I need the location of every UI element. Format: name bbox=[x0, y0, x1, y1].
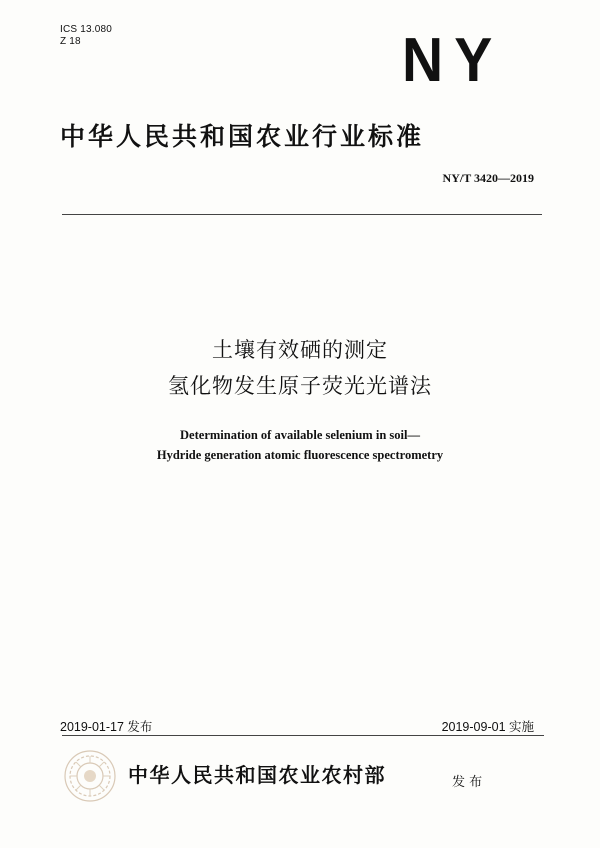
classification-codes bbox=[60, 24, 112, 48]
implementation-date: 2019-09-01 实施 bbox=[441, 720, 534, 734]
seal-icon bbox=[62, 748, 118, 804]
publish-label: 发 布 bbox=[452, 775, 483, 790]
bottom-divider bbox=[62, 735, 544, 736]
top-divider bbox=[62, 214, 542, 215]
chinese-title-line-2: 氢化物发生原子荧光光谱法 bbox=[168, 374, 432, 398]
ny-code-logo: NY bbox=[402, 26, 504, 95]
standard-category-title: 中华人民共和国农业行业标准 bbox=[60, 122, 425, 151]
english-title-line-2: Hydride generation atomic fluorescence spectrometry bbox=[156, 448, 444, 462]
ics-code: ICS 13.080 bbox=[60, 24, 113, 35]
chinese-title-line-1: 土壤有效硒的测定 bbox=[212, 338, 388, 362]
standard-number: NY/T 3420—2019 bbox=[442, 171, 534, 185]
ccs-code: Z 18 bbox=[60, 36, 81, 47]
issuing-ministry: 中华人民共和国农业农村部 bbox=[128, 763, 386, 787]
english-title-line-1: Determination of available selenium in soil— bbox=[180, 428, 420, 442]
issue-date: 2019-01-17 发布 bbox=[60, 720, 153, 734]
